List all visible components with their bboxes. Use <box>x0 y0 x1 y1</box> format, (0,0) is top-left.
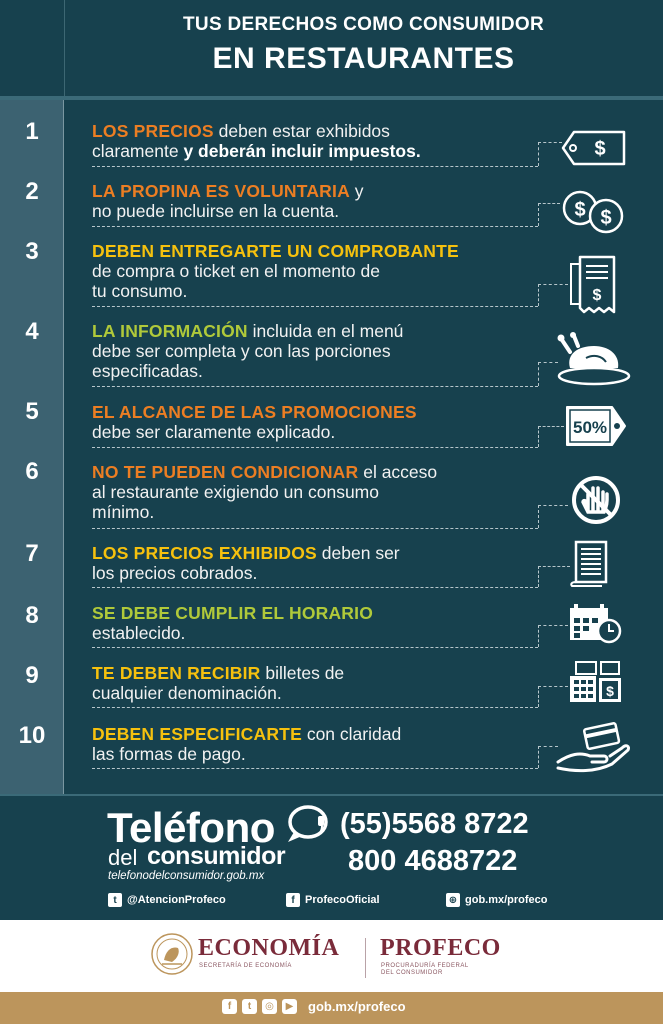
right-number: 1 <box>25 118 39 145</box>
dotted-leader <box>92 707 538 708</box>
right-item-6 <box>92 462 532 522</box>
bottom-social-row <box>222 999 406 1014</box>
globe-icon: ⊕ <box>446 893 460 907</box>
right-keyword: DEBEN ESPECIFICARTE <box>92 724 302 744</box>
header <box>0 0 663 96</box>
dotted-leader <box>538 426 539 447</box>
right-text: incluida en el menú <box>247 321 404 341</box>
right-number: 10 <box>18 722 46 749</box>
right-item-9 <box>92 663 532 703</box>
dotted-leader <box>538 426 564 427</box>
right-text: establecido. <box>92 623 186 643</box>
dotted-leader <box>538 746 539 768</box>
facebook-handle: ProfecoOficial <box>305 894 380 906</box>
dotted-leader <box>538 362 539 386</box>
right-number: 4 <box>25 318 39 345</box>
right-text: claramente <box>92 141 184 161</box>
right-item-10 <box>92 724 532 764</box>
dotted-leader <box>92 306 538 307</box>
headset-speech-icon <box>282 804 330 846</box>
right-keyword: DEBEN ENTREGARTE UN COMPROBANTE <box>92 241 459 261</box>
dotted-leader <box>92 528 538 529</box>
phone-number-local[interactable]: (55)5568 8722 <box>340 808 529 840</box>
twitter-handle: @AtencionProfeco <box>127 894 226 906</box>
dotted-leader <box>538 686 568 687</box>
dotted-leader <box>92 386 538 387</box>
right-item-1 <box>92 121 532 161</box>
right-item-3 <box>92 241 532 301</box>
telefono-logo-title: Teléfono <box>107 804 275 851</box>
dotted-leader <box>538 142 562 143</box>
dotted-leader <box>538 284 539 306</box>
right-keyword: NO TE PUEDEN CONDICIONAR <box>92 462 359 482</box>
right-text: mínimo. <box>92 502 155 522</box>
dotted-leader <box>92 226 538 227</box>
right-keyword: TE DEBEN RECIBIR <box>92 663 261 683</box>
economia-logo: ECONOMÍA <box>198 935 340 961</box>
coins-icon <box>560 188 630 236</box>
page-title-line2: EN RESTAURANTES <box>212 42 515 75</box>
dotted-leader <box>538 505 539 528</box>
dotted-leader <box>538 142 539 166</box>
twitter-icon[interactable]: t <box>242 999 257 1014</box>
right-keyword: LOS PRECIOS <box>92 121 214 141</box>
dotted-leader <box>92 166 538 167</box>
dotted-leader <box>538 746 558 747</box>
dotted-leader <box>92 768 538 769</box>
dotted-leader <box>538 284 568 285</box>
right-item-5 <box>92 402 532 442</box>
cash-register-icon <box>568 660 624 706</box>
logo-divider <box>365 938 366 978</box>
right-text: deben ser <box>316 543 400 563</box>
right-text: de compra o ticket en el momento de <box>92 261 380 281</box>
right-keyword: LOS PRECIOS EXHIBIDOS <box>92 543 317 563</box>
right-keyword: SE DEBE CUMPLIR EL HORARIO <box>92 603 374 623</box>
right-keyword: LA PROPINA ES VOLUNTARIA <box>92 181 350 201</box>
dotted-leader <box>92 647 538 648</box>
right-item-7 <box>92 543 532 583</box>
no-entry-hand-icon <box>570 474 622 526</box>
right-text: y <box>349 181 364 201</box>
dotted-leader <box>538 203 539 226</box>
right-text: cualquier denominación. <box>92 683 282 703</box>
dotted-leader <box>538 203 560 204</box>
instagram-icon[interactable]: ◎ <box>262 999 277 1014</box>
coat-of-arms-icon <box>150 932 194 976</box>
dotted-leader <box>92 587 538 588</box>
svg-text:$: $ <box>574 199 586 221</box>
right-number: 5 <box>25 398 39 425</box>
svg-text:$: $ <box>600 207 612 229</box>
receipt-icon <box>568 254 618 318</box>
profeco-subtitle: PROCURADURÍA FEDERAL <box>381 963 469 969</box>
right-text-bold: y deberán incluir impuestos. <box>183 141 421 161</box>
dotted-leader <box>538 566 570 567</box>
profeco-logo: PROFECO <box>380 935 501 961</box>
facebook-icon: f <box>286 893 300 907</box>
svg-text:$: $ <box>592 287 602 304</box>
dotted-leader <box>92 447 538 448</box>
right-number: 2 <box>25 178 39 205</box>
discount-label: 50% <box>572 418 608 437</box>
telefono-url[interactable]: telefonodelconsumidor.gob.mx <box>108 870 265 882</box>
right-item-8 <box>92 603 532 643</box>
right-text: al restaurante exigiendo un consumo <box>92 482 379 502</box>
right-item-4 <box>92 321 532 381</box>
twitter-icon: t <box>108 893 122 907</box>
bottom-url[interactable]: gob.mx/profeco <box>308 999 406 1014</box>
svg-text:$: $ <box>606 683 614 699</box>
dotted-leader <box>538 566 539 587</box>
right-text: las formas de pago. <box>92 744 246 764</box>
right-number: 8 <box>25 602 39 629</box>
social-facebook[interactable] <box>286 893 380 907</box>
dotted-leader <box>538 362 558 363</box>
right-number: 3 <box>25 238 39 265</box>
profeco-subtitle: DEL CONSUMIDOR <box>381 970 443 976</box>
price-tag-icon <box>560 128 628 168</box>
right-keyword: EL ALCANCE DE LAS PROMOCIONES <box>92 402 417 422</box>
right-text: debe ser claramente explicado. <box>92 422 336 442</box>
dotted-leader <box>538 625 568 626</box>
facebook-icon[interactable]: f <box>222 999 237 1014</box>
economia-subtitle: SECRETARÍA DE ECONOMÍA <box>199 963 292 969</box>
web-url: gob.mx/profeco <box>465 894 548 906</box>
right-text: especificadas. <box>92 361 203 381</box>
right-text: debe ser completa y con las porciones <box>92 341 391 361</box>
right-item-2 <box>92 181 532 221</box>
dotted-leader <box>538 686 539 707</box>
right-text: los precios cobrados. <box>92 563 258 583</box>
right-number: 6 <box>25 458 39 485</box>
roast-chicken-icon <box>556 332 632 386</box>
page-title-line1: TUS DERECHOS COMO CONSUMIDOR <box>183 14 544 35</box>
right-text: deben estar exhibidos <box>213 121 390 141</box>
social-twitter[interactable] <box>108 893 226 907</box>
right-text: no puede incluirse en la cuenta. <box>92 201 340 221</box>
right-number: 7 <box>25 540 39 567</box>
right-text: el acceso <box>358 462 438 482</box>
telefono-logo-del: del <box>108 845 138 870</box>
right-keyword: LA INFORMACIÓN <box>92 321 248 341</box>
right-text: con claridad <box>301 724 402 744</box>
dotted-leader <box>538 505 568 506</box>
right-text: tu consumo. <box>92 281 188 301</box>
discount-tag-icon <box>564 404 628 448</box>
calendar-clock-icon <box>568 602 622 644</box>
card-hand-icon <box>556 720 632 774</box>
right-text: billetes de <box>260 663 345 683</box>
social-web[interactable] <box>446 893 548 907</box>
svg-text:$: $ <box>594 138 606 160</box>
right-number: 9 <box>25 662 39 689</box>
phone-number-tollfree[interactable]: 800 4688722 <box>348 845 518 877</box>
menu-list-icon <box>568 540 610 588</box>
dotted-leader <box>538 625 539 647</box>
youtube-icon[interactable]: ▶ <box>282 999 297 1014</box>
telefono-logo-consumidor: consumidor <box>147 842 286 870</box>
